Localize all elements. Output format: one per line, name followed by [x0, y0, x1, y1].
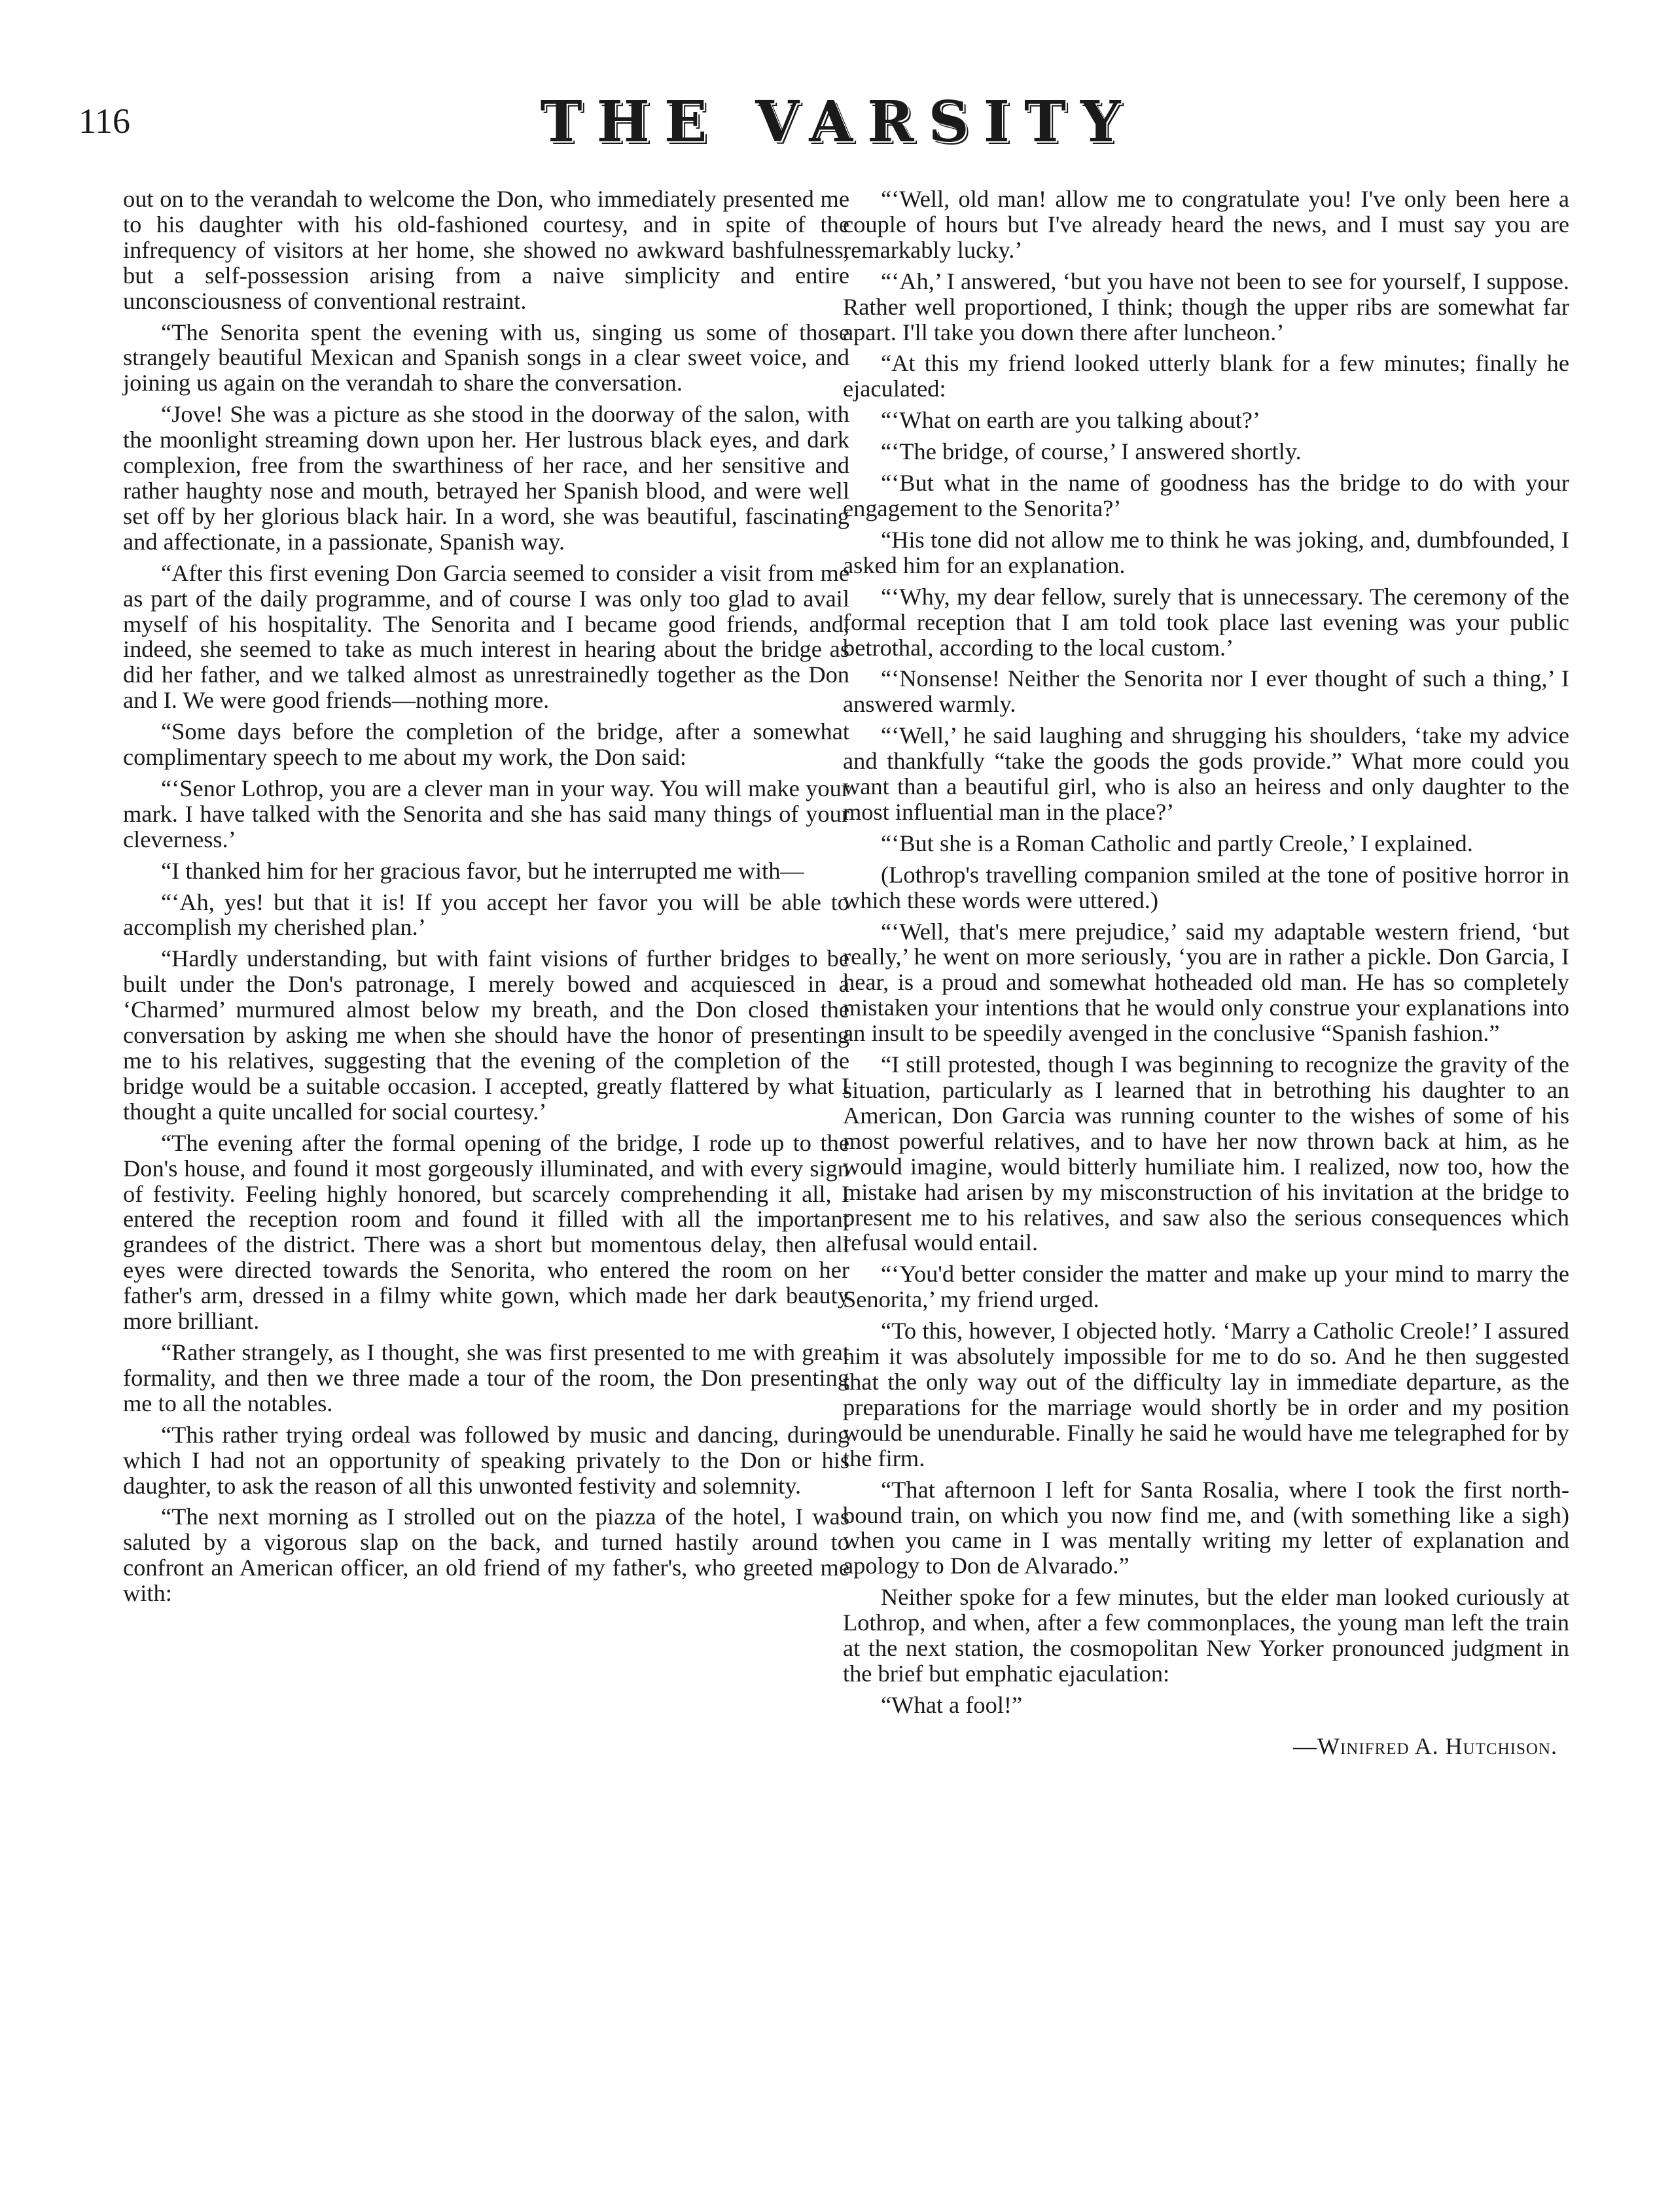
paragraph: Neither spoke for a few minutes, but the elder man looked curiously at Lothrop, and when, after a few commonplaces, the young man left the train at the next station, the cosmopolitan New Yorker pronounced judgment in the brief but emphatic ejaculation:	[843, 1584, 1569, 1687]
paragraph: “Some days before the completion of the bridge, after a somewhat complimentary speech to me about my work, the Don said:	[123, 718, 849, 771]
paragraph: out on to the verandah to welcome the Don, who immediately presented me to his daughter with his old-fashioned courtesy, and in spite of the infrequency of visitors at her home, she showed no awkward bashfulness, but a self-possession arising from a naive simplicity and entire unconsciousness of conventional restraint.	[123, 186, 849, 314]
paragraph: “‘The bridge, of course,’ I answered shortly.	[881, 438, 1302, 465]
paragraph: “‘What on earth are you talking about?’	[881, 407, 1260, 434]
masthead-title: THE VARSITY	[540, 89, 1135, 155]
paragraph: “After this first evening Don Garcia seemed to consider a visit from me as part of the daily programme, and of course I was only too glad to avail myself of his hospitality. The Senorita and I became good friends, and, indeed, she seemed to take as much interest in hearing about the bridge as did her father, and we talked almost as unrestrainedly together as the Don and I. We were good friends—nothing more.	[123, 559, 849, 714]
paragraph: “This rather trying ordeal was followed by music and dancing, during which I had not an opportunity of speaking privately to the Don or his daughter, to ask the reason of all this unwonted festivity and solemnity.	[123, 1421, 849, 1499]
paragraph: “What a fool!”	[881, 1691, 1023, 1718]
paragraph: (Lothrop's travelling companion smiled at the tone of positive horror in which these words were uttered.)	[843, 861, 1569, 913]
page-number: 116	[79, 101, 130, 141]
paragraph: “‘Ah, yes! but that it is! If you accept her favor you will be able to accomplish my cherished plan.’	[123, 888, 849, 941]
paragraph: “I still protested, though I was beginning to recognize the gravity of the situation, particularly as I learned that in betrothing his daughter to an American, Don Garcia was running counter to the wishes of some of his most powerful relatives, and to have her now thrown back at him, as he would imagine, would bitterly humiliate him. I realized, now too, how the mistake had arisen by my misconstruction of his invitation at the bridge to present me to his relatives, and saw also the serious consequences which refusal would entail.	[843, 1051, 1569, 1256]
author-signature: —Winifred A. Hutchison.	[1293, 1732, 1557, 1759]
left-column	[123, 186, 849, 1612]
paragraph: “Rather strangely, as I thought, she was first presented to me with great formality, and then we three made a tour of the room, the Don presenting me to all the notables.	[123, 1339, 849, 1416]
paragraph: “‘But she is a Roman Catholic and partly Creole,’ I explained.	[881, 830, 1473, 856]
paragraph: “His tone did not allow me to think he was joking, and, dumbfounded, I asked him for an explanation.	[843, 526, 1569, 578]
paragraph: “‘Well, old man! allow me to congratulate you! I've only been here a couple of hours but I've already heard the news, and I must say you are remarkably lucky.’	[843, 186, 1569, 263]
right-column	[843, 186, 1569, 1759]
paragraph: “‘Well, that's mere prejudice,’ said my adaptable western friend, ‘but really,’ he went on more seriously, ‘you are in rather a pickle. Don Garcia, I hear, is a proud and somewhat hotheaded old man. He has so completely mistaken your intentions that he would only construe your explanations into an insult to be speedily avenged in the conclusive “Spanish fashion.”	[843, 918, 1569, 1047]
paragraph: “‘Why, my dear fellow, surely that is unnecessary. The ceremony of the formal reception that I am told took place last evening was your public betrothal, according to the local custom.’	[843, 583, 1569, 661]
paragraph: “I thanked him for her gracious favor, but he interrupted me with—	[161, 857, 804, 884]
paragraph: “That afternoon I left for Santa Rosalia, where I took the first north-bound train, on which you now find me, and (with something like a sigh) when you came in I was mentally writing my letter of explanation and apology to Don de Alvarado.”	[843, 1476, 1569, 1579]
paragraph: “To this, however, I objected hotly. ‘Marry a Catholic Creole!’ I assured him it was absolutely impossible for me to do so. And he then suggested that the only way out of the difficulty lay in immediate departure, as the preparations for the marriage would shortly be in order and my position would be unendurable. Finally he said he would have me telegraphed for by the firm.	[843, 1318, 1569, 1471]
paragraph: “‘Nonsense! Neither the Senorita nor I ever thought of such a thing,’ I answered warmly.	[843, 665, 1569, 718]
paragraph: “The Senorita spent the evening with us, singing us some of those strangely beautiful Mexican and Spanish songs in a clear sweet voice, and joining us again on the verandah to share the conversation.	[123, 319, 849, 396]
paragraph: “The evening after the formal opening of the bridge, I rode up to the Don's house, and found it most gorgeously illuminated, and with every sign of festivity. Feeling highly honored, but scarcely comprehending it all, I entered the reception room and found it filled with all the important grandees of the district. There was a short but momentous delay, then all eyes were directed towards the Senorita, who entered the room on her father's arm, dressed in a filmy white gown, which made her dark beauty more brilliant.	[123, 1129, 849, 1335]
paragraph: “‘Senor Lothrop, you are a clever man in your way. You will make your mark. I have talked with the Senorita and she has said many things of your cleverness.’	[123, 775, 849, 852]
paragraph: “The next morning as I strolled out on the piazza of the hotel, I was saluted by a vigorous slap on the back, and turned hastily around to confront an American officer, an old friend of my father's, who greeted me with:	[123, 1503, 849, 1607]
paragraph: “Jove! She was a picture as she stood in the doorway of the salon, with the moonlight streaming down upon her. Her lustrous black eyes, and dark complexion, free from the swarthiness of her race, and her sensitive and rather haughty nose and mouth, betrayed her Spanish blood, and were well set off by her glorious black hair. In a word, she was beautiful, fascinating and affectionate, in a passionate, Spanish way.	[123, 401, 849, 555]
paragraph: “‘But what in the name of goodness has the bridge to do with your engagement to the Senorita?’	[843, 470, 1569, 521]
paragraph: “‘Ah,’ I answered, ‘but you have not been to see for yourself, I suppose. Rather well proportioned, I think; though the upper ribs are somewhat far apart. I'll take you down there after luncheon.’	[843, 268, 1569, 345]
paragraph: “At this my friend looked utterly blank for a few minutes; finally he ejaculated:	[843, 350, 1569, 402]
paragraph: “Hardly understanding, but with faint visions of further bridges to be built under the Don's patronage, I merely bowed and acquiesced in a ‘Charmed’ murmured almost below my breath, and the Don closed the conversation by asking me when she should have the honor of presenting me to his relatives, suggesting that the evening of the completion of the bridge would be a suitable occasion. I accepted, greatly flattered by what I thought a quite uncalled for social courtesy.’	[123, 945, 849, 1125]
paragraph: “‘You'd better consider the matter and make up your mind to marry the Senorita,’ my friend urged.	[843, 1261, 1569, 1313]
paragraph: “‘Well,’ he said laughing and shrugging his shoulders, ‘take my advice and thankfully “take the goods the gods provide.” What more could you want than a beautiful girl, who is also an heiress and only daughter to the most influential man in the place?’	[843, 722, 1569, 825]
